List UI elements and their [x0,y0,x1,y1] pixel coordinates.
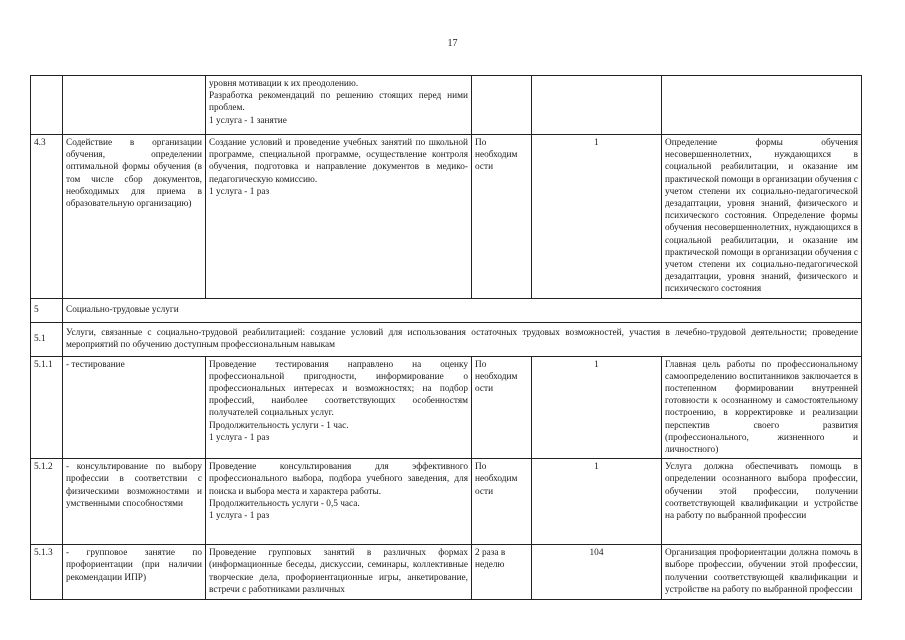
service-frequency: 2 раза в неделю [472,545,532,600]
service-description: уровня мотивации к их преодолению. Разработка рекомендаций по решению стоящих перед ними проблем. 1 услуга - 1 занятие [206,76,472,135]
service-result: Организация профориентации должна помочь в выборе профессии, обучении этой профессии, получении соответствующей квалификации и устройстве на работу по выбранной профессии [662,545,862,600]
row-id: 4.3 [31,135,63,299]
service-description: Проведение групповых занятий в различных формах (информационные беседы, дискуссии, семинары, коллективные творческие дела, профориентационные игры, анкетирование, встречи с работниками различных [206,545,472,600]
row-id: 5.1.2 [31,459,63,545]
section-title: Социально-трудовые услуги [63,298,862,322]
service-description: Создание условий и проведение учебных занятий по школьной программе, специальной программе, осуществление контроля обучения, подготовка и направление документов в медико-педагогическую комиссию. 1 услуга - 1 раз [206,135,472,299]
service-description: Проведение консультирования для эффективного профессионального выбора, подбора учебного заведения, для поиска и выбора места и характера работы. Продолжительность услуги - 0,5 часа. 1 услуга - 1 раз [206,459,472,545]
page-number: 17 [447,38,458,49]
service-result: Главная цель работы по профессиональному самоопределению воспитанников заключается в постепенном формировании внутренней готовности к осознанному и самостоятельному построению, в корректировке и реализации перспектив своего развития (профессионального, жизненного и личностного) [662,356,862,459]
service-description: Проведение тестирования направлено на оценку профессиональной пригодности, информирование о профессиональных интересах и возможностях; на подбор профессий, наиболее соответствующих особенностям получателей социальных услуг. Продолжительность услуги - 1 час. 1 услуга - 1 раз [206,356,472,459]
table-row [31,135,862,299]
service-name: - консультирование по выбору профессии в соответствии с физическими возможностями и умственными способностями [63,459,206,545]
service-name [63,76,206,135]
service-count [532,76,662,135]
service-result: Услуга должна обеспечивать помощь в определении осознанного выбора профессии, обучении этой профессии, получении соответствующей квалификации и устройстве на работу по выбранной профессии [662,459,862,545]
row-id [31,76,63,135]
row-id: 5.1 [31,322,63,356]
table-row [31,76,862,135]
service-frequency: По необходим ости [472,356,532,459]
service-frequency: По необходим ости [472,459,532,545]
row-id: 5 [31,298,63,322]
section-title: Услуги, связанные с социально-трудовой реабилитацией: создание условий для использования остаточных трудовых возможностей, участия в лечебно-трудовой деятельности; проведение мероприятий по обучению доступным профессиональным навыкам [63,322,862,356]
service-count: 1 [532,459,662,545]
service-frequency: По необходим ости [472,135,532,299]
row-id: 5.1.3 [31,545,63,600]
section-row [31,298,862,322]
table-row [31,459,862,545]
service-name: Содействие в организации обучения, определении оптимальной формы обучения (в том числе сбор документов, необходимых для приема в образовательную организацию) [63,135,206,299]
service-result: Определение формы обучения несовершеннолетних, нуждающихся в социальной реабилитации, и оказание им практической помощи в организации обучения с учетом степени их социально-педагогической дезадаптации, уровня знаний, физического и психического состояния. Определение формы обучения несовершеннолетних, нуждающихся в социальной реабилитации, и оказание им практической помощи в организации обучения с учетом степени их социально-педагогической дезадаптации, уровня знаний, физического и психического состояния [662,135,862,299]
services-table [30,75,862,600]
section-row [31,322,862,356]
service-name: - групповое занятие по профориентации (при наличии рекомендации ИПР) [63,545,206,600]
table-row [31,545,862,600]
service-frequency [472,76,532,135]
service-count: 104 [532,545,662,600]
service-count: 1 [532,356,662,459]
table-row [31,356,862,459]
row-id: 5.1.1 [31,356,63,459]
service-name: - тестирование [63,356,206,459]
service-count: 1 [532,135,662,299]
service-result [662,76,862,135]
